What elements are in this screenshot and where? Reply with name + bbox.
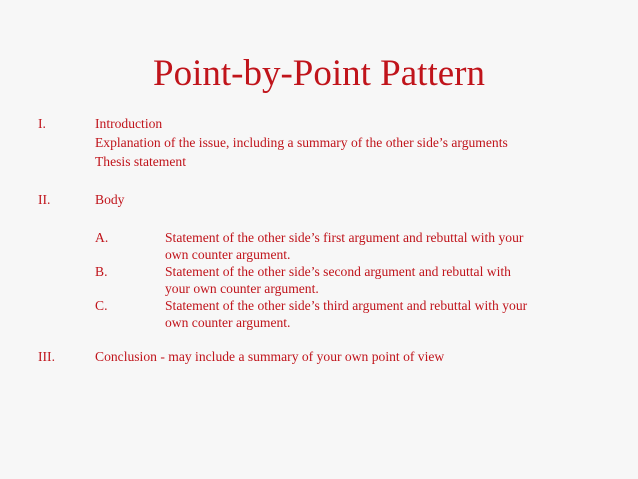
intro-thesis: Thesis statement: [95, 154, 186, 169]
conclusion-numeral: III.: [38, 349, 55, 364]
body-heading: Body: [95, 192, 125, 207]
body-item-c-line-2: own counter argument.: [165, 315, 291, 330]
body-item-a-line-2: own counter argument.: [165, 247, 291, 262]
body-item-b-line-2: your own counter argument.: [165, 281, 319, 296]
slide-title: Point-by-Point Pattern: [153, 53, 485, 94]
body-numeral: II.: [38, 192, 51, 207]
body-item-b-letter: B.: [95, 264, 108, 279]
conclusion-text: Conclusion - may include a summary of your own point of view: [95, 349, 445, 364]
body-item-b-line-1: Statement of the other side’s second argument and rebuttal with: [165, 264, 511, 279]
intro-numeral: I.: [38, 116, 46, 131]
intro-explanation: Explanation of the issue, including a summary of the other side’s arguments: [95, 135, 508, 150]
body-item-c-letter: C.: [95, 298, 108, 313]
intro-heading: Introduction: [95, 116, 163, 131]
body-item-a-line-1: Statement of the other side’s first argument and rebuttal with your: [165, 230, 524, 245]
body-item-c-line-1: Statement of the other side’s third argument and rebuttal with your: [165, 298, 528, 313]
body-item-a-letter: A.: [95, 230, 109, 245]
